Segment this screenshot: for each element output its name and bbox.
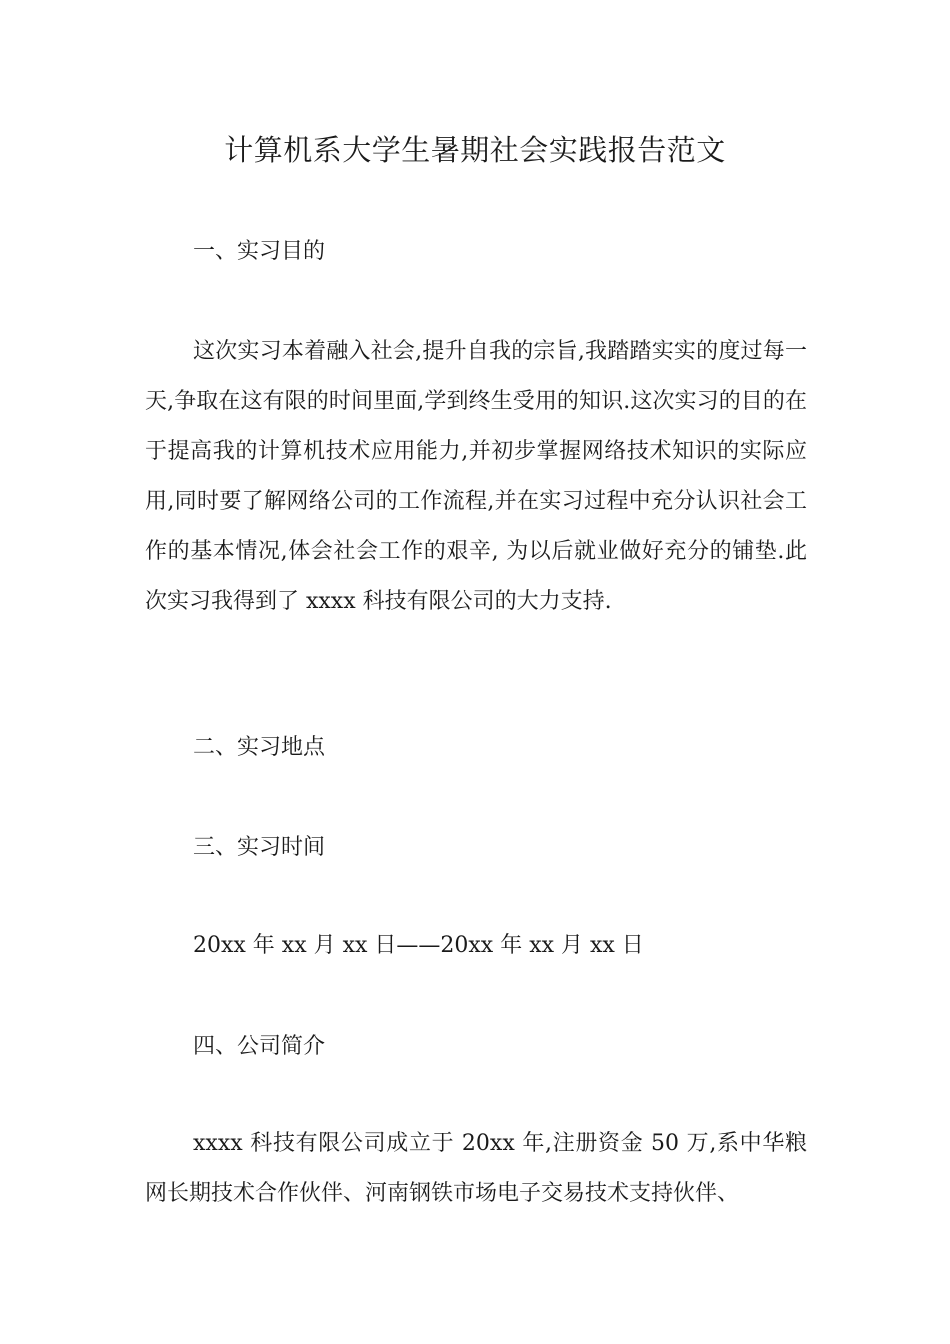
section-paragraph-purpose: 这次实习本着融入社会,提升自我的宗旨,我踏踏实实的度过每一天,争取在这有限的时间里面,学到终生受用的知识.这次实习的目的在于提高我的计算机技术应用能力,并初步掌握网络技术知识的实际应用,同时要了解网络公司的工作流程,并在实习过程中充分认识社会工作的基本情况,体会社会工作的艰辛, 为以后就业做好充分的铺垫.此次实习我得到了 xxxx 科技有限公司的大力支持. [145, 339, 807, 614]
section-heading-time: 三、实习时间 [193, 835, 326, 860]
document-title: 计算机系大学生暑期社会实践报告范文 [224, 133, 726, 167]
section-heading-purpose: 一、实习目的 [193, 239, 326, 264]
section-heading-location: 二、实习地点 [193, 735, 326, 760]
section-heading-company: 四、公司简介 [193, 1034, 326, 1059]
section-paragraph-time: 20xx 年 xx 月 xx 日——20xx 年 xx 月 xx 日 [193, 933, 644, 958]
section-paragraph-company: xxxx 科技有限公司成立于 20xx 年,注册资金 50 万,系中华粮网长期技术合作伙伴、河南钢铁市场电子交易技术支持伙伴、 [145, 1131, 807, 1206]
